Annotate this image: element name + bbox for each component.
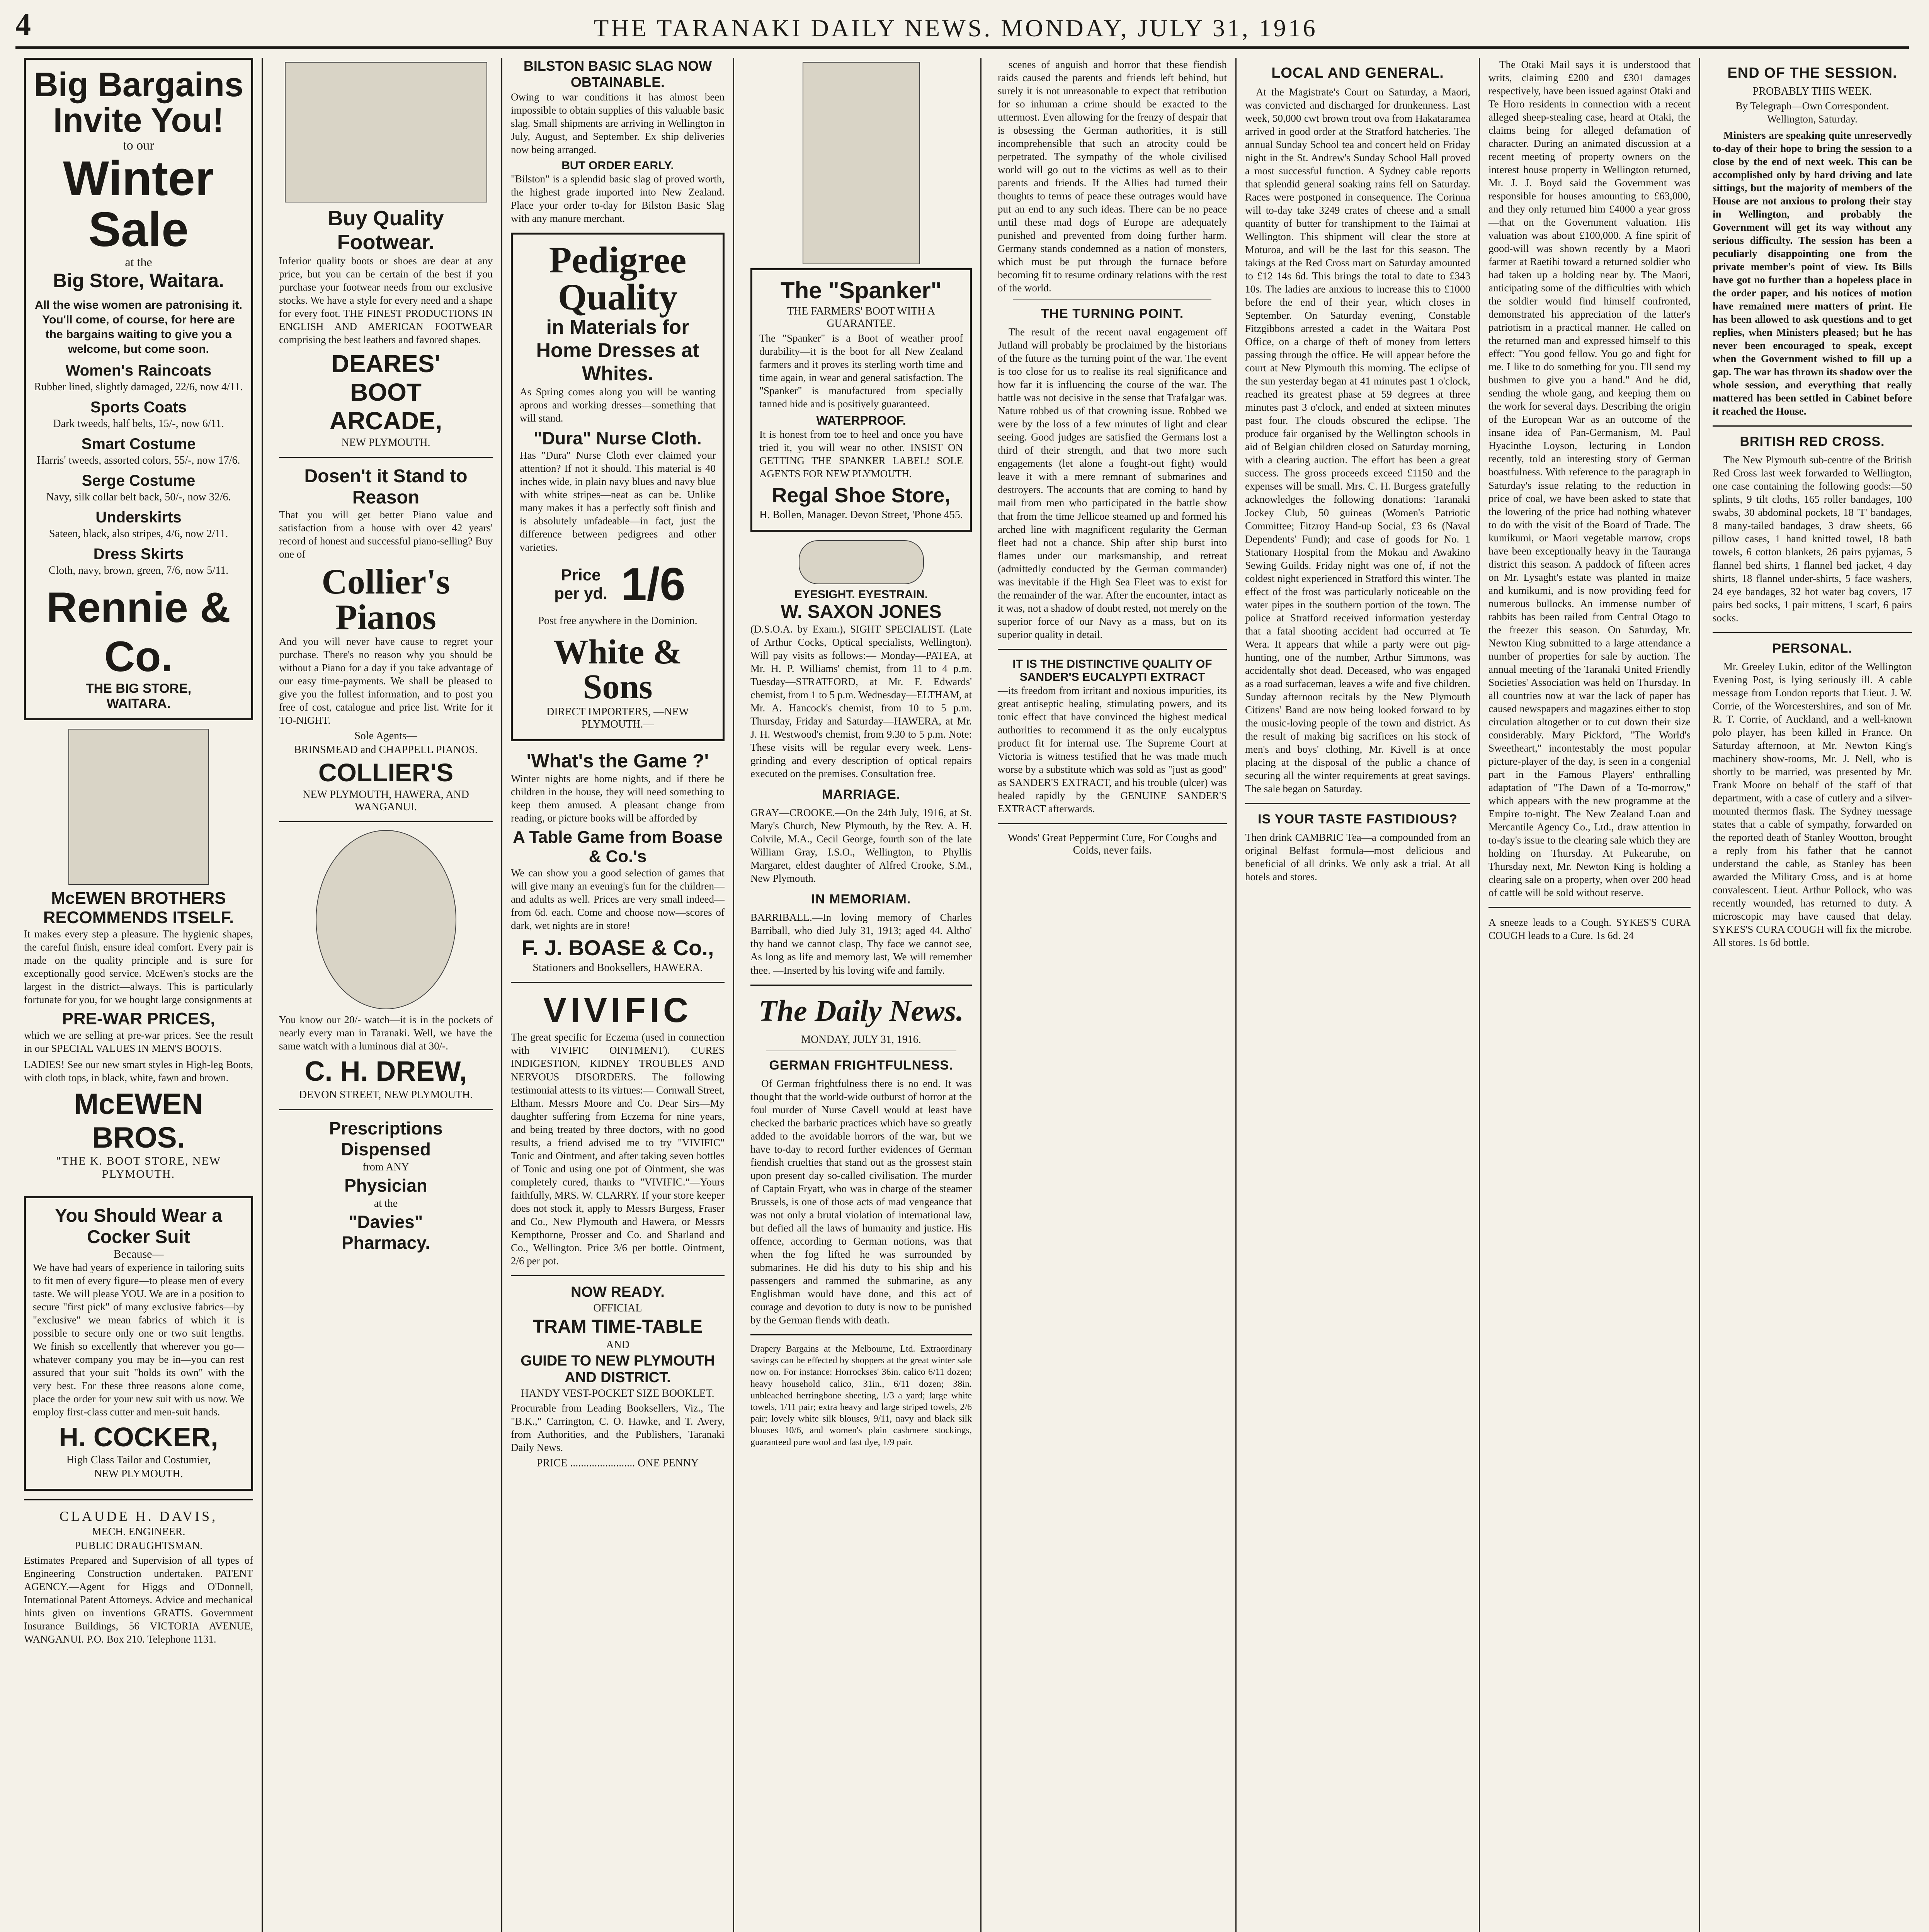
ad-headline: You Should Wear a Cocker Suit: [55, 1205, 222, 1247]
sale-item-heading: Sports Coats: [90, 398, 187, 416]
ad-headline: Footwear.: [337, 231, 435, 254]
ad-text: It is honest from toe to heel and once you have tried it, you will wear no other. INSIST ON GETTING THE SPANKER LABEL! SOLE AGENTS FOR NEW PLYMOUTH.: [759, 429, 963, 480]
ad-headline: McEWEN BROTHERS RECOMMENDS ITSELF.: [43, 888, 234, 927]
column-2: [270, 58, 502, 1932]
ad-text: PRICE ........................ ONE PENNY: [536, 1457, 699, 1469]
divider: [279, 821, 493, 822]
firm-address: H. Bollen, Manager. Devon Street, 'Phone 455.: [759, 509, 963, 521]
firm-name: White & Sons: [553, 633, 682, 706]
sale-item-text: Harris' tweeds, assorted colors, 55/-, now 17/6.: [37, 454, 240, 466]
article-text: The New Plymouth sub-centre of the British Red Cross last week forwarded to Wellington, one case containing the following goods:—50 splints, 9 tilt cloths, 165 roller bandages, 100 swabs, 30 abdominal pockets, 18 'T' bandages, 8 many-tailed bandages, 3 draw sheets, 66 pillow cases, 1 hand knitted towel, 18 bath towels, 6 cotton blankets, 26 pairs pyjamas, 5 flannel bed shirts, 1 flannel bed jacket, 4 day shirts, 18 flannel under-shirts, 5 face washers, 24 eye bandages, 32 hot water bag covers, 17 pairs bed socks, 1 pair mittens, 1 scarf, 6 pairs socks.: [1713, 454, 1912, 624]
firm-address: DEVON STREET, NEW PLYMOUTH.: [299, 1089, 473, 1101]
ad-text: Then drink CAMBRIC Tea—a compounded from an original Belfast formula—most delicious and beneficial of all drinks. We only ask a trial. At all hotels and stores.: [1245, 831, 1470, 883]
ad-headline: Prescriptions: [329, 1118, 443, 1139]
spectacles-illustration: [799, 540, 924, 584]
ad-text: Because—: [113, 1247, 164, 1260]
ad-headline: 'What's the Game ?': [526, 750, 709, 772]
masthead-title: THE TARANAKI DAILY NEWS. MONDAY, JULY 31, 1916: [594, 14, 1318, 42]
article-text: The Otaki Mail says it is understood that writs, claiming £200 and £301 damages respectively, have been issued against Otaki and Te Horo residents in connection with a recent alleged sheep-stealing case, heard at Otaki, the claims being for alleged defamation of character. During an animated discussion at a recent meeting of property owners on the interest house property in Wellington returned, Mr. J. J. Boyd said the Government was responsible for houses amounting to £63,000, and they only returned him £4000 a year gross—that on the Government valuation. His valuation was about £100,000. A fine spirit of good-will was shown recently by a Maori farmer at Raetihi toward a returned soldier who had taken up a holding near by. The Maori, anticipating some of the difficulties with which the soldier would find himself confronted, demonstrated his appreciation of the latter's patriotism in a practical manner. He called on the returned man and expressed himself to this effect: "You good fellow. You go and fight for me. I like to do something for you. I'll send my bushmen to give you a hand." And he did, sending the whole gang, and keeping them on the work for several days. Describing the origin of the European War as an outcome of the insane idea of Pan-Germanism, M. Paul Hyacinthe Loyson, lecturing in London recently, told an interesting story of German boastfulness. With reference to the paragraph in Saturday's issue relating to the reduction in price of coal, we have been asked to state that the lowering of the price had nothing whatever to do with the visit of the Board of Trade. The kumikumi, or Maori vegetable marrow, crops have been exceptionally heavy in the Tauranga district this season. A paddock of fifteen acres on Mr. Lysaght's estate was planted in maize and kumikumi, and is now providing feed for numerous bullocks. An immense number of rabbits has been railed from Central Otago to the freezer this season. On Saturday, Mr. Newton King submitted to a large attendance a number of properties for sale by auction. The annual meeting of the Taranaki United Friendly Societies' Association was held on Thursday. In all countries now at war the lack of paper has caused newspapers and magazines either to stop circulation altogether or to cut down their size considerably. Mary Pickford, "The World's Sweetheart," incontestably the most popular picture-player of the day, is seen in a congenial part in the Famous Players' enthralling adaptation of "The Dawn of a To-morrow," which appears with the new programme at the Empire to-night. The New Zealand Loan and Mercantile Agency Co., Ltd., draw attention in to-day's issue to the clearing sale which they are holding on Thursday. At Pukearuhe, on Thursday next, Mr. Newton King is holding a clearing sale on a property, when over 200 head of cattle will be sold without reserve.: [1488, 59, 1691, 898]
ad-headline: VIVIFIC: [543, 991, 692, 1030]
column-3: [502, 58, 734, 1932]
firm-address: NEW PLYMOUTH, HAWERA, AND WANGANUI.: [303, 789, 469, 813]
ad-text: The great specific for Eczema (used in connection with VIVIFIC OINTMENT). CURES INDIGESTION, KIDNEY TROUBLES AND NERVOUS DISORDERS. The following testimonial attests to its virtues:— Cornwall Street, Eltham. Messrs Moore and Co. Dear Sirs—My daughter suffering from Eczema for nine years, and being treated by three doctors, with no good results, a friend advised me to try "VIVIFIC" Tonic and Ointment, and after taking seven bottles of Tonic and using one pot of Ointment, she was completely cured, thanks to "VIVIFIC."—Yours faithfully, MRS. W. CLARRY. If your store keeper does not stock it, apply to Messrs Burgess, Fraser and Co., New Plymouth and Hawera, or Messrs Kempthorne, Prosser and Co. and Sharland and Co., Wellington. Price 3/6 per bottle. Ointment, 2/6 per pot.: [511, 1031, 725, 1267]
ad-headline: EYESIGHT. EYESTRAIN.: [794, 588, 928, 601]
firm-name: CLAUDE H. DAVIS,: [59, 1508, 218, 1524]
firm-name: Rennie & Co.: [46, 583, 231, 680]
boot-illustration: [68, 729, 209, 885]
sale-item-heading: Women's Raincoats: [65, 362, 212, 379]
firm-address: DIRECT IMPORTERS, —NEW PLYMOUTH.—: [546, 706, 689, 731]
masthead: [15, 8, 1909, 49]
ad-headline: PRE-WAR PRICES,: [62, 1009, 215, 1028]
divider: [1713, 425, 1912, 427]
section-heading: BRITISH RED CROSS.: [1740, 434, 1885, 449]
ad-headline: WATERPROOF.: [816, 413, 906, 428]
ad-text: LADIES! See our new smart styles in High-leg Boots, with cloth tops, in black, white, fawn and brown.: [24, 1058, 253, 1083]
column-8: [1704, 58, 1920, 1932]
firm-address: THE BIG STORE,: [85, 681, 192, 696]
ad-text: at the: [374, 1197, 398, 1210]
sale-item-text: Sateen, black, also stripes, 4/6, now 2/11.: [49, 527, 228, 540]
sale-item-text: Navy, silk collar belt back, 50/-, now 32/6.: [46, 491, 231, 503]
ad-headline: "Dura" Nurse Cloth.: [534, 428, 702, 449]
ad-text: PUBLIC DRAUGHTSMAN.: [74, 1539, 203, 1552]
ad-text: Sole Agents—: [354, 730, 417, 742]
ad-text: BRINSMEAD and CHAPPELL PIANOS.: [294, 744, 478, 756]
sale-item-text: Dark tweeds, half belts, 15/-, now 6/11.: [53, 417, 224, 430]
spanker-ad: [750, 268, 972, 532]
ad-headline: The "Spanker": [780, 277, 942, 303]
divider: [1488, 907, 1691, 908]
ad-text: Drapery Bargains at the Melbourne, Ltd. Extraordinary savings can be effected by shoppers at the great winter sale now on. For instance: Horrockses' 36in. calico 6/11 dozen; heavy household calico, 31in., 6/11 dozen; 38in. unbleached herringbone sheeting, 1/3 a yard; large white towels, 1/11 pair; extra heavy and large striped towels, 2/6 pair; lovely white silk blouses, 9/11, navy and black silk blouses 10/6, and women's plain cashmere stockings, guaranteed pure wool and fast dye, 1/9 pair.: [750, 1344, 972, 1447]
ad-text: MECH. ENGINEER.: [92, 1526, 185, 1538]
ad-headline: BUT ORDER EARLY.: [561, 159, 674, 172]
whites-ad: [511, 233, 725, 741]
firm-name: McEWEN BROS.: [74, 1087, 203, 1154]
divider: [750, 985, 972, 986]
article-text: The result of the recent naval engagement off Jutland will probably be proclaimed by the historians of the future as the turning point of the war. The event is too close for us to realise its real significance and how far it is influencing the course of the war. The battle was not decisive in the sense that Trafalgar was. Nature robbed us of that crowning issue. Robbed we were by the loss of a few minutes of light and clear seeing. Good judges are satisfied the Germans lost a third of their strength, and that two more such engagements (let alone a fought-out fight) would leave it with a mere remnant of submarines and destroyers. The accounts that are coming to hand by mail from men who participated in the battle show that from the time Jellicoe steamed up and formed his arched line with magnificent regularity the German fleet had not a chance. Ship after ship burst into flames under our marksmanship, and retreat (admittedly conducted by the German commander) was inevitable if the High Sea Fleet was to exist for the remainder of the war. After the encounter, intact as it was, not a shadow of doubt rested, not merely on the superior force of our Navy as a mass, but on its superior quality in detail.: [998, 326, 1227, 640]
ad-text: A sneeze leads to a Cough. SYKES'S CURA COUGH leads to a Cure. 1s 6d. 24: [1488, 917, 1691, 942]
ad-headline: Physician: [344, 1175, 427, 1196]
ad-text: OFFICIAL: [593, 1302, 642, 1314]
column-7: [1480, 58, 1700, 1932]
section-heading: THE TURNING POINT.: [1041, 306, 1184, 321]
firm-address: Stationers and Booksellers, HAWERA.: [532, 962, 703, 974]
ad-headline: "Davies": [349, 1212, 423, 1232]
sale-item-heading: Serge Costume: [82, 472, 196, 489]
ad-text: which we are selling at pre-war prices. See the result in our SPECIAL VALUES IN MEN'S BOOTS.: [24, 1029, 253, 1054]
ad-text: We can show you a good selection of games that will give many an evening's fun for the children—and adults as well. Prices are very small indeed—from 6d. each. Come and choose now—scores of dark, wet nights are in store!: [511, 867, 725, 932]
ad-text: AND: [606, 1338, 629, 1351]
ad-headline: Dosen't it Stand to Reason: [304, 466, 468, 508]
article-text: Ministers are speaking quite unreservedly to-day of their hope to bring the session to a close by the end of next week. This can be accomplished only by hard driving and late sittings, but the majority of members of the House are not anxious to prolong their stay in Wellington, and probably the Government will get its way without any serious difficulty. The session has been a peculiarly disappointing one from the private member's point of view. Its Bills have got no further than a hopeless place in the order paper, and his notices of motion have remained mere matters of print. He has been allowed to ask questions and to get replies, when Ministers pleased; but he has never been encouraged to speak, except when the Government wished to fill up a gap. The war has thrown its shadow over the whole session, and everything that really mattered has been settled in Cabinet before it reached the House.: [1713, 129, 1912, 417]
sale-item-text: Rubber lined, slightly damaged, 22/6, now 4/11.: [34, 381, 243, 393]
firm-address: "THE K. BOOT STORE, NEW PLYMOUTH.: [56, 1154, 221, 1180]
divider: [511, 982, 725, 983]
divider: [511, 1275, 725, 1276]
notice-text: GRAY—CROOKE.—On the 24th July, 1916, at St. Mary's Church, New Plymouth, by the Rev. A. H. Colvile, M.A., Cecil George, fourth son of the late William Gray, I.S.O., Wellington, to Phyllis Margaret, eldest daughter of Alfred Crooke, S.M., New Plymouth.: [750, 807, 972, 884]
column-4: [742, 58, 982, 1932]
divider: [1245, 803, 1470, 804]
ad-text: HANDY VEST-POCKET SIZE BOOKLET.: [521, 1387, 714, 1400]
price-label: Price per yd.: [554, 566, 607, 603]
notice-text: BARRIBALL.—In loving memory of Charles Barriball, who died July 31, 1913; aged 44. Altho' thy hand we cannot clasp, Thy face we cannot see, As long as life and memory last, We will remember thee. —Inserted by his loving wife and family.: [750, 912, 972, 976]
ad-text: Estimates Prepared and Supervision of all types of Engineering Construction undertaken. PATENT AGENCY.—Agent for Higgs and O'Donnell, International Patent Attorneys. Advice and mechanical hints given on inventions GRATIS. Government Insurance Buildings, 56 VICTORIA AVENUE, WANGANUI. P.O. Box 210. Telephone 1131.: [24, 1554, 253, 1645]
sale-item-text: Cloth, navy, brown, green, 7/6, now 5/11.: [48, 564, 229, 577]
ad-headline: Dispensed: [341, 1139, 431, 1160]
ad-headline: A Table Game from Boase & Co.'s: [513, 828, 723, 866]
ad-headline: in Materials for Home Dresses at Whites.: [536, 316, 699, 385]
ad-text: Has "Dura" Nurse Cloth ever claimed your attention? If not it should. This material is 40 inches wide, in plain navy blues and navy blue with white stripes—neat as can be. Unlike many makes it has a perfectly soft finish and is absolutely unfadeable—in fact, just the difference between pedigrees and other varieties.: [520, 449, 716, 553]
ad-text: at the: [125, 255, 152, 269]
watch-illustration: [316, 830, 456, 1009]
article-text: scenes of anguish and horror that these fiendish raids caused the parents and friends left behind, but surely it is not unreasonable to expect that retribution for so inhuman a crime should be exacted to the uttermost. Even allowing for the frenzy of despair that is obsessing the German authorities, it is still incomprehensible that such an atrocity could be perpetrated. The sympathy of the whole civilised world will go out to the victims as well as to their parents and friends. If the Allies had turned their thoughts to terms of peace these outrages would have put an end to any such ideas. There can be no peace until these mad dogs of Europe are adequately punished and prevented from doing further harm. Germany stands condemned as a nation of monsters, which must be put through the furnace before becoming fit to resume ordinary relations with the rest of the world.: [998, 59, 1227, 294]
ad-headline: TRAM TIME-TABLE: [532, 1316, 703, 1337]
firm-name: Regal Shoe Store,: [772, 484, 951, 507]
ad-text: —its freedom from irritant and noxious impurities, its great antiseptic healing, stimulating powers, and its tonic effect that have convinced the highest medical authorities to recommend it as the only eucalyptus product fit for internal use. The Supreme Court at Victoria is witness testified that he was made much worse by a substitute which was sold as "just as good" as SANDER'S EXTRACT, and his trouble (ulcer) was healed rapidly by the GENUINE SANDER'S EXTRACT afterwards.: [998, 684, 1227, 815]
page-number: 4: [15, 8, 33, 42]
ad-headline: Sale: [88, 202, 189, 257]
price-value: 1/6: [621, 558, 686, 611]
ad-headline: Invite You!: [53, 101, 224, 139]
column-6: [1237, 58, 1480, 1932]
section-subheading: PROBABLY THIS WEEK.: [1752, 85, 1872, 97]
firm-address: WAITARA.: [106, 696, 171, 711]
section-heading: IN MEMORIAM.: [811, 892, 911, 907]
cocker-ad: [24, 1196, 253, 1491]
firm-name: ARCADE,: [329, 407, 442, 435]
divider: [279, 1109, 493, 1110]
ad-headline: Pedigree Quality: [549, 239, 687, 318]
ad-intro: All the wise women are patronising it. You'll come, of course, for here are the bargains waiting to give you a welcome, but come soon.: [35, 299, 242, 355]
ad-text: "Bilston" is a splendid basic slag of proved worth, the highest grade imported into New Zealand. Place your order to-day for Bilston Basic Slag with any manure merchant.: [511, 173, 725, 224]
ad-text: THE FARMERS' BOOT WITH A GUARANTEE.: [787, 305, 936, 330]
ad-text: You know our 20/- watch—it is in the pockets of nearly every man in Taranaki. Well, we have the same watch with a luminous dial at 30/-.: [279, 1014, 493, 1052]
firm-address: NEW PLYMOUTH.: [94, 1468, 183, 1480]
ad-text: from ANY: [362, 1161, 409, 1173]
ad-text: Owing to war conditions it has almost been impossible to obtain supplies of this valuable basic slag. Small shipments are arriving in Wellington in July, August, and September. Ex ship deliveries now being arranged.: [511, 91, 725, 156]
ad-text: Post free anywhere in the Dominion.: [538, 615, 697, 627]
section-heading: PERSONAL.: [1772, 641, 1852, 656]
sale-item-heading: Underskirts: [95, 509, 182, 526]
article-text: Mr. Greeley Lukin, editor of the Wellington Evening Post, is lying seriously ill. A cable message from London reports that Lieut. J. W. Corrie, of the Worcestershires, and son of Mr. R. T. Corrie, of Auckland, and a well-known polo player, has been killed in France. On Saturday afternoon, at Mr. Newton King's machinery show-rooms, Mr. J. Nell, who is shortly to be married, was presented by Mr. Frank Moore on behalf of the staff of that department, with a case of cutlery and a silver-mounted thermos flask. The Sydney message states that a cable of sympathy, forwarded on the reported death of Stanley Wootton, brought a reply from his father that he cannot understand the cable, as Stanley has been awarded the Military Cross, and is at home convalescent. Lieut. Arthur Pollock, who was recently wounded, has returned to duty. A microscopic may have caused that delay. SYKES'S CURA COUGH will fix the microbe. All stores. 1s 6d bottle.: [1713, 660, 1912, 948]
ad-headline: Collier's Pianos: [322, 562, 450, 637]
ad-text: (D.S.O.A. by Exam.), SIGHT SPECIALIST. (Late of Arthur Cocks, Optical specialists, Wellington). Will pay visits as follows:— Monday—PATEA, at Mr. H. P. Williams' chemist, from 11 to 4 p.m. Tuesday—STRATFORD, at Mr. F. Edwards' chemist, from 1 to 5 p.m. Wednesday—ELTHAM, at Mr. A. Hancock's chemist, from 10 to 5 p.m. Thursday, Friday and Saturday—HAWERA, at Mr. J. H. Westwood's chemist, from 9.30 to 5 p.m. Note: These visits will be regular every week. Lens-grinding and every description of optical repairs executed on the premises. Consultation free.: [750, 623, 972, 780]
byline: By Telegraph—Own Correspondent. Wellington, Saturday.: [1735, 100, 1889, 125]
ad-text: Inferior quality boots or shoes are dear at any price, but you can be certain of the best if you purchase your footwear needs from our exclusive stocks. We have a style for every need and a shape for every foot. THE FINEST PRODUCTIONS IN ENGLISH AND AMERICAN FOOTWEAR comprising the best leathers and favored shapes.: [279, 255, 493, 346]
section-heading: END OF THE SESSION.: [1727, 65, 1897, 81]
ad-headline: Pharmacy.: [341, 1233, 430, 1253]
ad-text: That you will get better Piano value and satisfaction from a house with over 42 years' record of honest and successful piano-selling? Buy one of: [279, 509, 493, 560]
sale-item-heading: Dress Skirts: [93, 545, 184, 563]
ad-text: As Spring comes along you will be wanting aprons and working dresses—something that will stand.: [520, 386, 716, 424]
divider: [750, 1334, 972, 1335]
firm-name: BOOT: [350, 378, 422, 406]
ad-headline: Winter: [63, 151, 214, 206]
divider: [279, 457, 493, 458]
winter-sale-ad: [24, 58, 253, 720]
section-heading: GERMAN FRIGHTFULNESS.: [769, 1058, 953, 1073]
section-heading: IS YOUR TASTE FASTIDIOUS?: [1258, 811, 1458, 827]
firm-address: NEW PLYMOUTH.: [341, 437, 430, 449]
column-5: [989, 58, 1237, 1932]
ad-text: Winter nights are home nights, and if there be children in the house, they will need something to keep them amused. A pleasant change from reading, or picture books will be afforded by: [511, 773, 725, 824]
article-text: Of German frightfulness there is no end. It was thought that the world-wide outburst of horror at the foul murder of Nurse Cavell would at least have checked the barbaric practices which have so greatly added to the avoidable horrors of the war, but we have to-day to record further evidences of German fiendish cruelties that stand out as the grossest stain upon present day so-called civilisation. The murder of Captain Fryatt, who was in charge of the steamer Brussels, is one of those acts of mad vengeance that was not only a brutal violation of international law, but defied all the laws of humanity and justice. His offence, according to German notions, was that when the fog lifted he was surrounded by submarines. He did his duty to his ship and his passengers and rammed the submarine, as any Englishman would have done, and this act of courage and devotion to duty is now to be punished by the German fiends with death.: [750, 1077, 972, 1326]
firm-name: C. H. DREW,: [304, 1056, 467, 1087]
ad-text: And you will never have cause to regret your purchase. There's no reason why you should be without a Piano for a day if you take advantage of our easy time-payments. We shall be pleased to give you the fullest information, and to post you free of cost, catalogue and price list. Write for it TO-NIGHT.: [279, 636, 493, 726]
firm-name: F. J. BOASE & Co.,: [521, 935, 714, 960]
sale-item-heading: Smart Costume: [81, 435, 196, 452]
boot-illustration: [803, 62, 920, 264]
ad-text: The "Spanker" is a Boot of weather proof durability—it is the boot for all New Zealand farmers and it proves its sterling worth time and time again, in wear and general satisfaction. The "Spanker" is manufactured from specially tanned hide and is positively guaranteed.: [759, 332, 963, 410]
article-text: At the Magistrate's Court on Saturday, a Maori, was convicted and discharged for drunkenness. Last week, 50,000 cwt brown trout ova from Hakataramea arrived in good order at the Stratford hatcheries. The annual Sunday School tea and concert held on Friday night in the St. Andrew's Sunday School Hall proved a most successful function. A Sydney cable reports that splendid general soaking rains fell on Saturday. Races were postponed in consequence. The Corinna will to-day take 3249 crates of cheese and a small quantity of butter for transhipment to the Taimai at Wellington. This shipment will clear the store at Moturoa, and will be the last for this season. The takings at the Red Cross mart on Saturday amounted to £12 14s 6d. This brings the total to date to £343 10s. The ladies are anxious to increase this to £1000 before the end of their year, which closes in September. On Saturday evening, Constable Fitzgibbons arrested a cadet in the Waitara Post Office, on a charge of theft of money from letters passing through the office. He will appear before the court at New Plymouth this morning. The eclipse of the sun yesterday began at 41 minutes past 1 o'clock, reached its greatest phase at 59 degrees at three minutes past 3 o'clock, and ended at sixteen minutes past four. The clouds obscured the eclipse. The produce fair organised by the Wellington schools in aid of Belgian children closed on Saturday morning, with a clearing auction. The effort has been a great success. The gross proceeds exceed £1150 and the expenses will be small. Mrs. C. H. Burgess gratefully acknowledges the following donations: Taranaki Jockey Club, 50 guineas (Women's Patriotic Committee; Fitzroy Hand-up Social, £3 6s (Naval Dependents' Fund); and case of goods for No. 1 Stationary Hospital from the Mokau and Awakino Sewing Guilds. Friday night was one of, if not the coldest night experienced in Stratford this winter. The effect of the frost was particularly noticeable on the water pipes in the southern portion of the town. The police at Stratford received information yesterday that a fatal shooting accident had occurred at Te Wera. It appears that while a party were out pig-hunting, one of the number, Arthur Simmons, was accidentally shot dead. Deceased, who was engaged as a road surfaceman, leaves a wife and five children. Sunday afternoon recitals by the New Plymouth Citizens' Band are now being looked forward to by the music-loving people of the town and district. As the result of making big sacrifices on his stock of men's and boys' clothing, Mr. Kivell is at once placing at the disposal of the public a chance of securing all the winter requirements at great savings. The sale began on Saturday.: [1245, 86, 1470, 794]
ad-headline: GUIDE TO NEW PLYMOUTH AND DISTRICT.: [521, 1352, 715, 1386]
ad-headline: BILSTON BASIC SLAG NOW OBTAINABLE.: [523, 58, 712, 90]
issue-date: MONDAY, JULY 31, 1916.: [801, 1033, 921, 1046]
divider: [24, 1499, 253, 1500]
divider: [998, 649, 1227, 650]
divider: [998, 823, 1227, 824]
ad-text: Woods' Great Peppermint Cure, For Coughs and Colds, never fails.: [1007, 832, 1217, 856]
firm-name: DEARES': [331, 350, 441, 378]
ad-text: Procurable from Leading Booksellers, Viz., The "B.K.," Carrington, C. O. Hawke, and T. Avery, from Authorities, and the Publishers, Taranaki Daily News.: [511, 1402, 725, 1453]
firm-name: H. COCKER,: [59, 1422, 218, 1452]
ad-text: to our: [123, 138, 154, 153]
firm-name: COLLIER'S: [318, 758, 454, 787]
column-1: [15, 58, 263, 1932]
firm-address: High Class Tailor and Costumier,: [66, 1454, 211, 1466]
sale-items: [33, 362, 244, 577]
newspaper-nameplate: The Daily News.: [759, 993, 964, 1027]
ad-headline: Big Bargains: [34, 65, 243, 104]
ad-headline: Big Store, Waitara.: [53, 270, 224, 292]
ad-text: We have had years of experience in tailoring suits to fit men of every figure—to please men of every taste. We will please YOU. We are in a position to secure "first pick" of many exclusive fabrics—by "exclusive" we mean fabrics of which it is possible to secure only one or two suit lengths. We finish so excellently that wherever you go—whatever company you may be in—you can rest assured that your suit "holds its own" with the very best. For these three reasons alone come, place the order for your new suit with us now. We employ first-class cutter and men-suit hands.: [33, 1261, 244, 1418]
ad-headline: NOW READY.: [571, 1284, 665, 1300]
section-heading: LOCAL AND GENERAL.: [1271, 65, 1444, 81]
section-heading: MARRIAGE.: [822, 787, 901, 802]
footwear-illustration: [285, 62, 487, 202]
ad-headline: IT IS THE DISTINCTIVE QUALITY OF SANDER'S EUCALYPTI EXTRACT: [1012, 657, 1212, 684]
firm-name: W. SAXON JONES: [781, 602, 942, 622]
divider: [1713, 632, 1912, 633]
ad-text: It makes every step a pleasure. The hygienic shapes, the careful finish, ensure ideal comfort. Every pair is made on the quality principle and is sure for exceptionally good service. McEwen's stocks are the largest in the district—always. This is particularly fortunate for you, for we bought large consignments at: [24, 928, 253, 1005]
ad-headline: Buy Quality: [328, 207, 444, 230]
